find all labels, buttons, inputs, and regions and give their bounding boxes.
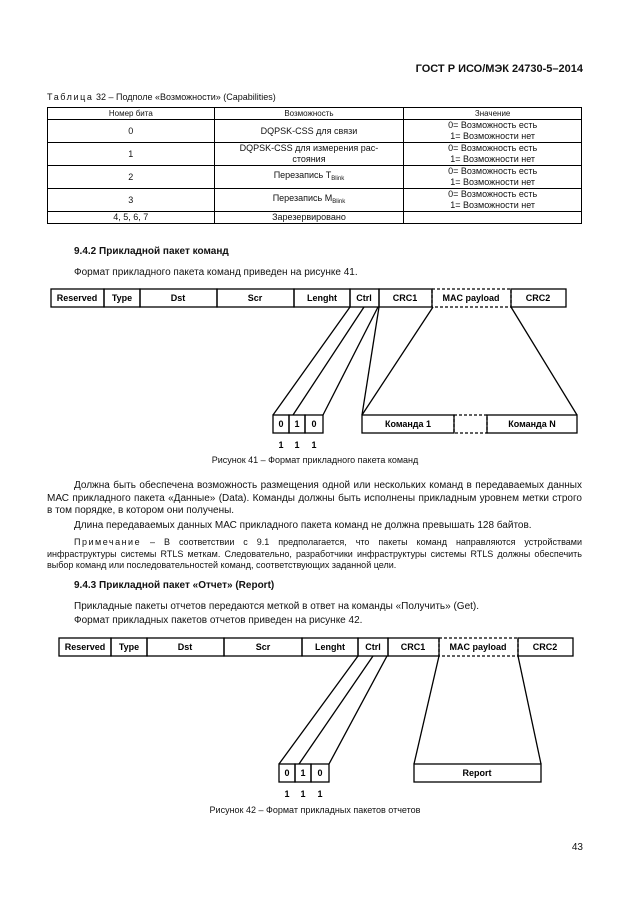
command-1-box: Команда 1 <box>384 419 432 429</box>
cell-capability <box>214 166 404 189</box>
capability-text: Перезапись M <box>272 192 333 203</box>
section-heading-943: 9.4.3 Прикладной пакет «Отчет» (Report) <box>74 580 275 591</box>
col-header-bit: Номер бита <box>48 108 215 120</box>
cell-capability: DQPSK-CSS для измерения рас-стояния <box>214 143 404 166</box>
figure-42-caption: Рисунок 42 – Формат прикладных пакетов отчетов <box>209 805 421 815</box>
paragraph-data-length: Длина передаваемых данных МАС прикладного пакета команд не должна превышать 128 байтов. <box>74 520 532 531</box>
value-line: 0= Возможность есть <box>448 120 538 130</box>
cell-value <box>404 189 582 212</box>
note-paragraph <box>47 537 582 572</box>
field-crc2: CRC2 <box>532 642 558 652</box>
field-dst: Dst <box>177 642 193 652</box>
field-dst: Dst <box>170 293 186 303</box>
bit-value: 1 <box>284 789 290 799</box>
value-line: 1= Возможности нет <box>450 154 536 164</box>
bit-value: 1 <box>300 789 306 799</box>
document-header: ГОСТ Р ИСО/МЭК 24730-5–2014 <box>415 63 583 75</box>
section-943-line-2: Формат прикладных пакетов отчетов приведен на рисунке 42. <box>74 615 363 626</box>
cell-value <box>404 166 582 189</box>
report-box: Report <box>462 768 492 778</box>
cell-capability <box>214 189 404 212</box>
field-length: Lenght <box>307 293 337 303</box>
field-mac-payload: MAC payload <box>449 642 507 652</box>
bit-cell: 1 <box>294 419 300 429</box>
bit-cell: 0 <box>311 419 317 429</box>
table-caption-label: Таблица <box>47 92 94 102</box>
field-mac-payload: MAC payload <box>442 293 500 303</box>
note-label: Примечание <box>74 537 142 547</box>
bit-cell: 0 <box>284 768 290 778</box>
value-line: 0= Возможность есть <box>448 166 538 176</box>
section-942-intro: Формат прикладного пакета команд приведен на рисунке 41. <box>74 267 358 278</box>
section-heading-942: 9.4.2 Прикладной пакет команд <box>74 246 229 257</box>
value-line: 1= Возможности нет <box>450 200 536 210</box>
field-crc1: CRC1 <box>392 293 418 303</box>
field-type: Type <box>118 642 140 652</box>
table-caption-text: 32 – Подполе «Возможности» (Capabilities) <box>96 92 276 102</box>
cell-capability: Зарезервировано <box>214 212 404 224</box>
field-scr: Scr <box>255 642 271 652</box>
col-header-capability: Возможность <box>214 108 404 120</box>
cell-bit: 4, 5, 6, 7 <box>48 212 215 224</box>
capability-subscript: Blink <box>332 198 346 205</box>
field-reserved: Reserved <box>64 642 106 652</box>
field-crc1: CRC1 <box>400 642 426 652</box>
col-header-value: Значение <box>404 108 582 120</box>
capability-subscript: Blink <box>331 175 345 182</box>
field-length: Lenght <box>315 642 345 652</box>
table-row <box>48 212 582 224</box>
table-row <box>48 166 582 189</box>
table-row <box>48 189 582 212</box>
value-line: 0= Возможность есть <box>448 143 538 153</box>
cell-bit: 3 <box>48 189 215 212</box>
page-number: 43 <box>571 842 583 853</box>
field-ctrl: Ctrl <box>356 293 372 303</box>
cell-bit: 2 <box>48 166 215 189</box>
cell-bit: 1 <box>48 143 215 166</box>
bit-cell: 0 <box>278 419 284 429</box>
note-text: – В соответствии с 9.1 предполагается, что пакеты команд направляются устройствами инфраструктуры системы RTLS меткам. Следовательно, разработчики инфраструктуры системы RTLS должны обеспечить выбор команд или последовательностей команд, соответствующих заданной цели. <box>47 537 582 570</box>
figure-41-diagram <box>0 284 630 454</box>
field-crc2: CRC2 <box>525 293 551 303</box>
field-scr: Scr <box>247 293 263 303</box>
cell-bit: 0 <box>48 120 215 143</box>
cell-value <box>404 120 582 143</box>
table-row <box>48 120 582 143</box>
field-ctrl: Ctrl <box>365 642 381 652</box>
cell-capability: DQPSK-CSS для связи <box>214 120 404 143</box>
field-reserved: Reserved <box>56 293 98 303</box>
bit-value: 1 <box>317 789 323 799</box>
capabilities-table <box>47 107 582 224</box>
table-header-row <box>48 108 582 120</box>
bit-value: 1 <box>311 440 317 450</box>
value-line: 1= Возможности нет <box>450 131 536 141</box>
figure-41-caption: Рисунок 41 – Формат прикладного пакета команд <box>211 455 419 465</box>
cell-value <box>404 143 582 166</box>
value-line: 0= Возможность есть <box>448 189 538 199</box>
field-type: Type <box>111 293 133 303</box>
table-row <box>48 143 582 166</box>
section-943-line-1: Прикладные пакеты отчетов передаются меткой в ответ на команды «Получить» (Get). <box>74 601 480 612</box>
value-line: 1= Возможности нет <box>450 177 536 187</box>
bit-cell: 0 <box>317 768 323 778</box>
bit-value: 1 <box>278 440 284 450</box>
paragraph-commands-order: Должна быть обеспечена возможность размещения одной или нескольких команд в передаваемых данных МАС прикладного пакета «Данные» (Data). Команды должны быть исполнены прикладным уровнем метки строго в том порядке, в котором они получены. <box>47 480 582 516</box>
figure-42-diagram <box>0 633 630 803</box>
bit-cell: 1 <box>300 768 306 778</box>
table-caption <box>47 92 276 102</box>
command-n-box: Команда N <box>508 419 556 429</box>
capability-text: Перезапись T <box>273 169 332 180</box>
bit-value: 1 <box>294 440 300 450</box>
cell-value <box>404 212 582 224</box>
